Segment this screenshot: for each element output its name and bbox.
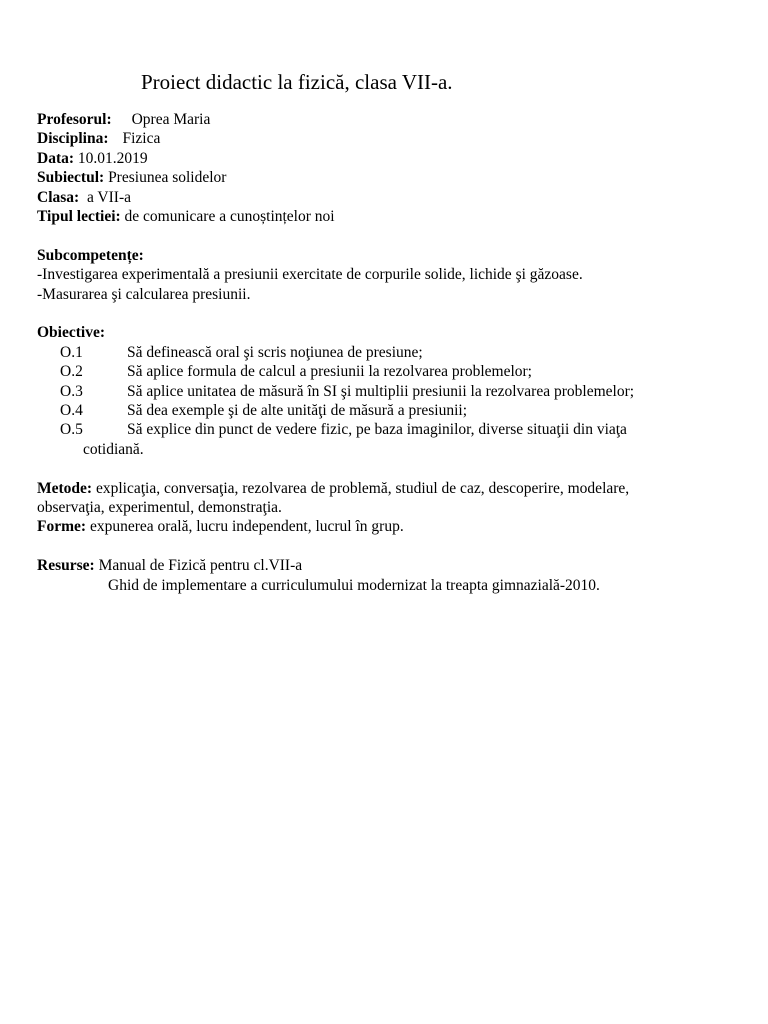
subcompetenta-item: -Investigarea experimentală a presiunii exercitate de corpurile solide, lichide şi găzoase. [37, 266, 583, 284]
subiect-value: Presiunea solidelor [108, 169, 227, 187]
data-value: 10.01.2019 [77, 149, 148, 167]
obiectiv-item [37, 382, 737, 401]
obiectiv-code: O.2 [60, 363, 83, 381]
profesor-label: Profesorul: [37, 111, 112, 128]
clasa-value: a VII-a [86, 188, 131, 206]
metode-line-2: observaţia, experimentul, demonstraţia. [37, 499, 282, 517]
obiectiv-code: O.1 [60, 343, 83, 361]
resurse-item: Manual de Fizică pentru cl.VII-a [98, 557, 303, 575]
obiectiv-item [37, 343, 737, 362]
resurse-item: Ghid de implementare a curriculumului modernizat la treapta gimnazială-2010. [108, 576, 600, 594]
obiectiv-text: Să aplice unitatea de măsură în SI şi multiplii presiunii la rezolvarea problemelor; [127, 382, 635, 400]
document-body [37, 110, 737, 595]
field-clasa [37, 188, 737, 207]
tip-label: Tipul lectiei: [37, 208, 121, 226]
field-tip-lectie [37, 207, 737, 226]
disciplina-label: Disciplina: [37, 130, 109, 148]
obiectiv-text: Să aplice formula de calcul a presiunii la rezolvarea problemelor; [127, 363, 532, 381]
obiective-heading: Obiective: [37, 324, 106, 342]
field-disciplina [37, 129, 737, 148]
data-label: Data: [37, 149, 75, 167]
obiectiv-code: O.4 [60, 402, 83, 420]
obiectiv-text: Să explice din punct de vedere fizic, pe baza imaginilor, diverse situaţii din viaţa [127, 421, 627, 439]
resurse-label: Resurse: [37, 557, 95, 575]
obiectiv-text: Să definească oral şi scris noţiunea de presiune; [127, 343, 423, 361]
forme-label: Forme: [37, 518, 87, 536]
field-data [37, 149, 737, 168]
metode-value: explicaţia, conversaţia, rezolvarea de problemă, studiul de caz, descoperire, modelare, [95, 479, 630, 497]
subcompetenta-item: -Masurarea şi calcularea presiunii. [37, 285, 251, 303]
field-subiect [37, 168, 737, 187]
tip-value: de comunicare a cunoștințelor noi [124, 208, 335, 226]
field-profesor [37, 110, 737, 129]
document-title: Proiect didactic la fizică, clasa VII-a. [141, 70, 453, 94]
obiectiv-item [37, 362, 737, 381]
obiectiv-continuation: cotidiană. [83, 440, 144, 458]
obiectiv-code: O.3 [60, 382, 83, 400]
obiectiv-item [37, 401, 737, 420]
obiectiv-code: O.5 [60, 421, 83, 439]
obiectiv-item [37, 420, 737, 439]
clasa-label: Clasa: [37, 188, 80, 206]
resurse-line-1 [37, 556, 737, 575]
forme-value: expunerea orală, lucru independent, lucrul în grup. [89, 518, 404, 536]
metode-label: Metode: [37, 479, 93, 497]
subcompetente-heading: Subcompetențe: [37, 246, 144, 264]
subiect-label: Subiectul: [37, 169, 105, 187]
obiectiv-text: Să dea exemple şi de alte unităţi de măsură a presiunii; [127, 402, 468, 420]
metode-line-1 [37, 479, 737, 498]
forme-line [37, 517, 737, 536]
disciplina-value: Fizica [122, 130, 161, 148]
profesor-value: Oprea Maria [131, 111, 211, 128]
